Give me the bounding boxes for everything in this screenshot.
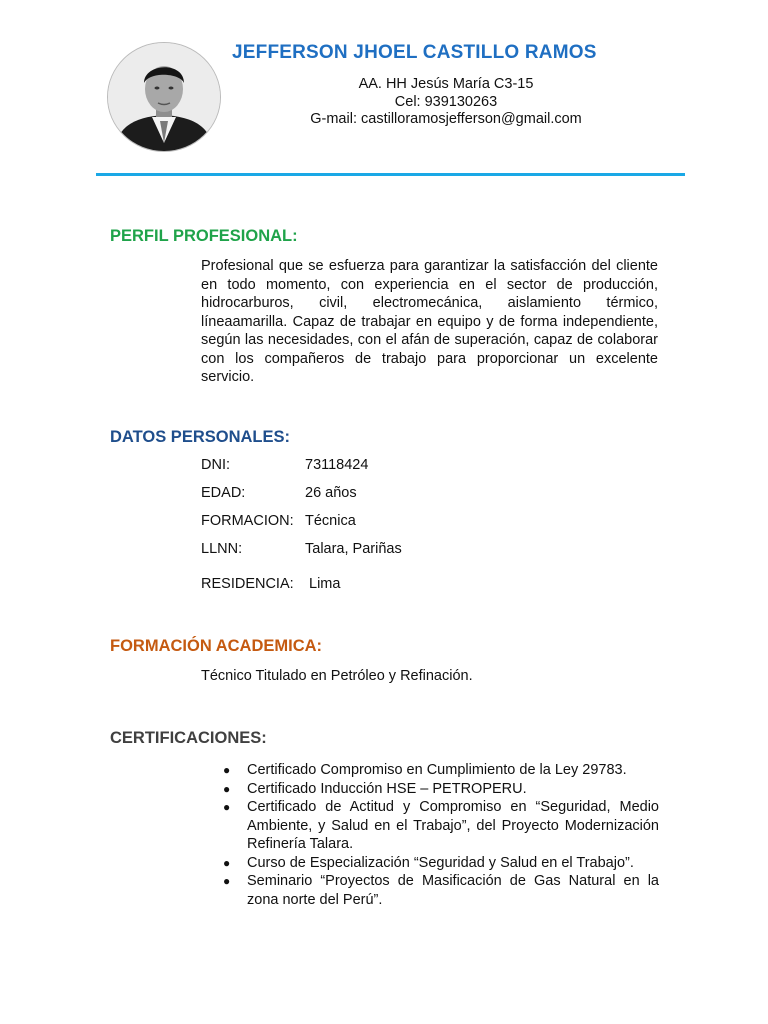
address: AA. HH Jesús María C3-15	[358, 76, 534, 92]
list-item	[219, 798, 659, 854]
datos-value: 26 años	[305, 485, 357, 501]
datos-row-llnn	[201, 541, 402, 557]
phone: Cel: 939130263	[394, 93, 498, 110]
bullet-icon: ●	[223, 800, 231, 814]
datos-value: Lima	[309, 576, 341, 592]
datos-row-residencia	[201, 576, 341, 592]
datos-row-edad	[201, 485, 357, 501]
perfil-text: Profesional que se esfuerza para garantizar la satisfacción del cliente en todo momento, con experiencia en el sector de producción, hidrocarburos, civil, electromecánica, aislamiento térmico, líneaamarilla. Capaz de trabajar en equipo y de forma independiente, según las necesidades, con el afán de superación, capaz de colaborar con los compañeros de trabajo para proporcionar un excelente servicio.	[201, 258, 658, 385]
datos-label: FORMACION:	[201, 513, 294, 529]
bullet-icon: ●	[223, 763, 231, 777]
datos-heading: DATOS PERSONALES:	[110, 428, 290, 446]
datos-value: 73118424	[305, 457, 369, 473]
datos-label: DNI:	[201, 457, 230, 473]
formacion-heading: FORMACIÓN ACADEMICA:	[110, 637, 323, 655]
formacion-text: Técnico Titulado en Petróleo y Refinación.	[201, 668, 473, 684]
candidate-name: JEFFERSON JHOEL CASTILLO RAMOS	[232, 42, 597, 63]
header-divider	[96, 173, 685, 176]
cert-item-text: Certificado de Actitud y Compromiso en “Seguridad, Medio Ambiente, y Salud en el Trabajo”, del Proyecto Modernización Refinería Talara.	[247, 799, 659, 852]
email: G-mail: castilloramosjefferson@gmail.com	[310, 111, 582, 127]
cert-item-text: Curso de Especialización “Seguridad y Salud en el Trabajo”.	[247, 854, 634, 871]
profile-photo	[107, 42, 221, 152]
datos-value: Talara, Pariñas	[305, 541, 402, 557]
list-item	[219, 854, 659, 873]
bullet-icon: ●	[223, 874, 231, 888]
profile-portrait-image	[108, 43, 220, 151]
cert-item-text: Seminario “Proyectos de Masificación de Gas Natural en la zona norte del Perú”.	[247, 873, 659, 908]
datos-value: Técnica	[305, 513, 356, 529]
bullet-icon: ●	[223, 855, 231, 870]
datos-label: LLNN:	[201, 541, 243, 557]
list-item	[219, 761, 659, 780]
datos-label: EDAD:	[201, 485, 246, 501]
datos-row-formacion	[201, 513, 356, 529]
datos-label: RESIDENCIA:	[201, 576, 294, 592]
perfil-heading: PERFIL PROFESIONAL:	[110, 227, 298, 245]
cert-item-text: Certificado Inducción HSE – PETROPERU.	[247, 780, 527, 797]
list-item	[219, 780, 659, 799]
certificaciones-list	[219, 761, 659, 909]
contact-block	[250, 76, 642, 129]
certificaciones-heading: CERTIFICACIONES:	[110, 729, 267, 747]
list-item	[219, 872, 659, 909]
cert-item-text: Certificado Compromiso en Cumplimiento de la Ley 29783.	[247, 762, 627, 778]
datos-row-dni	[201, 457, 369, 473]
bullet-icon: ●	[223, 781, 231, 796]
